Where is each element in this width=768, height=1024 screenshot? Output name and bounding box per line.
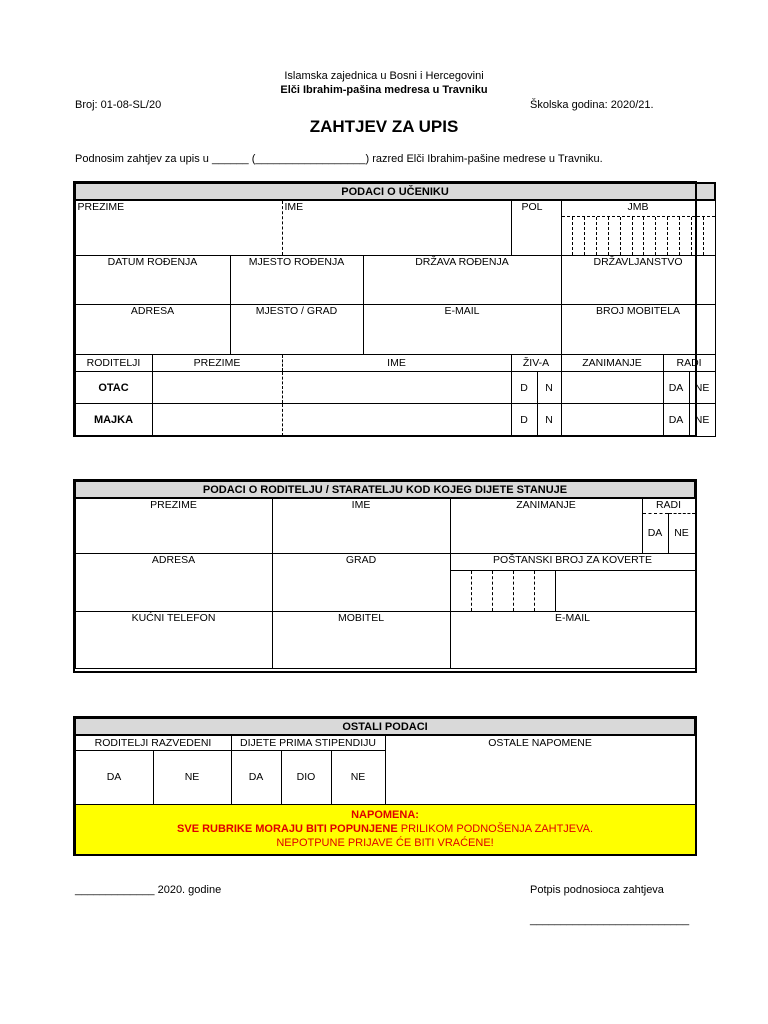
parents-col-header: RODITELJI xyxy=(75,355,152,372)
guardian-works-label: RADI xyxy=(642,498,695,513)
father-row xyxy=(75,372,715,404)
page-title: ZAHTJEV ZA UPIS xyxy=(309,117,459,136)
student-table xyxy=(74,182,716,437)
divorced-col-header: RODITELJI RAZVEDENI xyxy=(75,735,231,750)
divorced-no[interactable]: NE xyxy=(153,750,231,804)
mother-alive-no[interactable]: N xyxy=(537,404,561,437)
guardian-works-yes[interactable]: DA xyxy=(642,513,668,553)
jmb-digit-boxes[interactable] xyxy=(562,217,715,255)
postal-code-label: POŠTANSKI BROJ ZA KOVERTE xyxy=(450,553,695,570)
notice-box xyxy=(75,804,695,854)
gender-field[interactable] xyxy=(511,200,561,256)
guardian-email-label: E-MAIL xyxy=(554,611,590,624)
father-works-no[interactable]: NE xyxy=(689,372,715,404)
postal-digit-4[interactable] xyxy=(513,570,534,611)
guardian-occupation-label: ZANIMANJE xyxy=(516,499,576,511)
citizenship-field[interactable] xyxy=(561,256,715,305)
parent-name-col-header: IME xyxy=(282,355,511,372)
guardian-table xyxy=(74,480,696,669)
birth-country-field[interactable] xyxy=(363,256,561,305)
notice-bold-text: SVE RUBRIKE MORAJU BITI POPUNJENE xyxy=(177,823,398,835)
father-alive-no[interactable]: N xyxy=(537,372,561,404)
surname-field[interactable] xyxy=(75,200,282,256)
signature-line[interactable]: __________________________ xyxy=(530,914,690,926)
divorced-yes[interactable]: DA xyxy=(75,750,153,804)
birth-date-field[interactable] xyxy=(75,256,230,305)
guardian-mobile-field[interactable] xyxy=(272,611,450,668)
mother-works-yes[interactable]: DA xyxy=(663,404,689,437)
name-label: IME xyxy=(284,201,304,213)
postal-code-rest[interactable] xyxy=(555,570,695,611)
city-field[interactable] xyxy=(230,305,363,355)
document-number: Broj: 01-08-SL/20 xyxy=(75,99,162,111)
father-occupation-input[interactable] xyxy=(561,372,663,404)
guardian-city-label: GRAD xyxy=(345,553,377,566)
birth-place-label: MJESTO ROĐENJA xyxy=(248,256,345,268)
scholarship-no[interactable]: NE xyxy=(331,750,385,804)
address-label: ADRESA xyxy=(130,305,175,317)
notice-warning: NEPOTPUNE PRIJAVE ĆE BITI VRAĆENE! xyxy=(276,837,494,849)
jmb-field[interactable] xyxy=(561,200,715,256)
guardian-surname-field[interactable] xyxy=(75,498,272,553)
notice-title: NAPOMENA: xyxy=(351,809,419,821)
father-name-input[interactable] xyxy=(282,372,511,404)
guardian-works-no[interactable]: NE xyxy=(668,513,695,553)
guardian-name-field[interactable] xyxy=(272,498,450,553)
school-year: Školska godina: 2020/21. xyxy=(530,99,654,111)
gender-label: POL xyxy=(521,201,543,213)
guardian-mobile-label: MOBITEL xyxy=(337,611,385,624)
mobile-field[interactable] xyxy=(561,305,715,355)
postal-digit-5[interactable] xyxy=(534,570,555,611)
mother-label: MAJKA xyxy=(75,404,152,437)
mobile-label: BROJ MOBITELA xyxy=(596,305,681,317)
guardian-city-field[interactable] xyxy=(272,553,450,611)
mother-occupation-input[interactable] xyxy=(561,404,663,437)
birth-country-label: DRŽAVA ROĐENJA xyxy=(415,256,509,268)
other-section-title: OSTALI PODACI xyxy=(75,718,695,735)
home-phone-label: KUĆNI TELEFON xyxy=(131,611,216,624)
father-label: OTAC xyxy=(75,372,152,404)
notes-col-header: OSTALE NAPOMENE xyxy=(385,735,695,750)
guardian-name-label: IME xyxy=(351,499,371,511)
citizenship-label: DRŽAVLJANSTVO xyxy=(593,256,683,268)
other-notes-input[interactable] xyxy=(385,750,695,804)
scholarship-partial[interactable]: DIO xyxy=(281,750,331,804)
birth-place-field[interactable] xyxy=(230,256,363,305)
mother-alive-yes[interactable]: D xyxy=(511,404,537,437)
name-field[interactable] xyxy=(282,200,511,256)
mother-row xyxy=(75,404,715,437)
org-name: Islamska zajednica u Bosni i Hercegovini xyxy=(284,70,484,82)
signature-label: Potpis podnosioca zahtjeva xyxy=(530,884,664,896)
works-col-header: RADI xyxy=(663,355,715,372)
date-line[interactable]: _____________ 2020. godine xyxy=(75,884,222,896)
email-label: E-MAIL xyxy=(444,305,480,317)
father-alive-yes[interactable]: D xyxy=(511,372,537,404)
father-surname-input[interactable] xyxy=(152,372,282,404)
city-label: MJESTO / GRAD xyxy=(255,305,338,317)
other-table xyxy=(74,717,696,855)
birth-date-label: DATUM ROĐENJA xyxy=(107,256,198,268)
surname-label: PREZIME xyxy=(77,201,125,213)
mother-name-input[interactable] xyxy=(282,404,511,437)
email-field[interactable] xyxy=(363,305,561,355)
alive-col-header: ŽIV-A xyxy=(511,355,561,372)
postal-digit-2[interactable] xyxy=(471,570,492,611)
address-field[interactable] xyxy=(75,305,230,355)
mother-works-no[interactable]: NE xyxy=(689,404,715,437)
guardian-section-title: PODACI O RODITELJU / STARATELJU KOD KOJEG DIJETE STANUJE xyxy=(75,481,695,498)
guardian-email-field[interactable] xyxy=(450,611,695,668)
home-phone-field[interactable] xyxy=(75,611,272,668)
scholarship-yes[interactable]: DA xyxy=(231,750,281,804)
guardian-occupation-field[interactable] xyxy=(450,498,642,553)
guardian-address-label: ADRESA xyxy=(151,553,196,566)
mother-surname-input[interactable] xyxy=(152,404,282,437)
school-name: Elči Ibrahim-pašina medresa u Travniku xyxy=(280,84,488,96)
postal-digit-1[interactable] xyxy=(450,570,471,611)
postal-digit-3[interactable] xyxy=(492,570,513,611)
guardian-address-field[interactable] xyxy=(75,553,272,611)
occupation-col-header: ZANIMANJE xyxy=(561,355,663,372)
student-section-title: PODACI O UČENIKU xyxy=(75,183,715,200)
father-works-yes[interactable]: DA xyxy=(663,372,689,404)
jmb-label: JMB xyxy=(562,201,715,217)
guardian-surname-label: PREZIME xyxy=(150,499,197,511)
parent-surname-col-header: PREZIME xyxy=(152,355,282,372)
scholarship-col-header: DIJETE PRIMA STIPENDIJU xyxy=(231,735,385,750)
notice-rest-text: PRILIKOM PODNOŠENJA ZAHTJEVA. xyxy=(397,823,594,835)
intro-text: Podnosim zahtjev za upis u ______ (__________________) razred Elči Ibrahim-pašine medrese u Travniku. xyxy=(75,153,603,165)
